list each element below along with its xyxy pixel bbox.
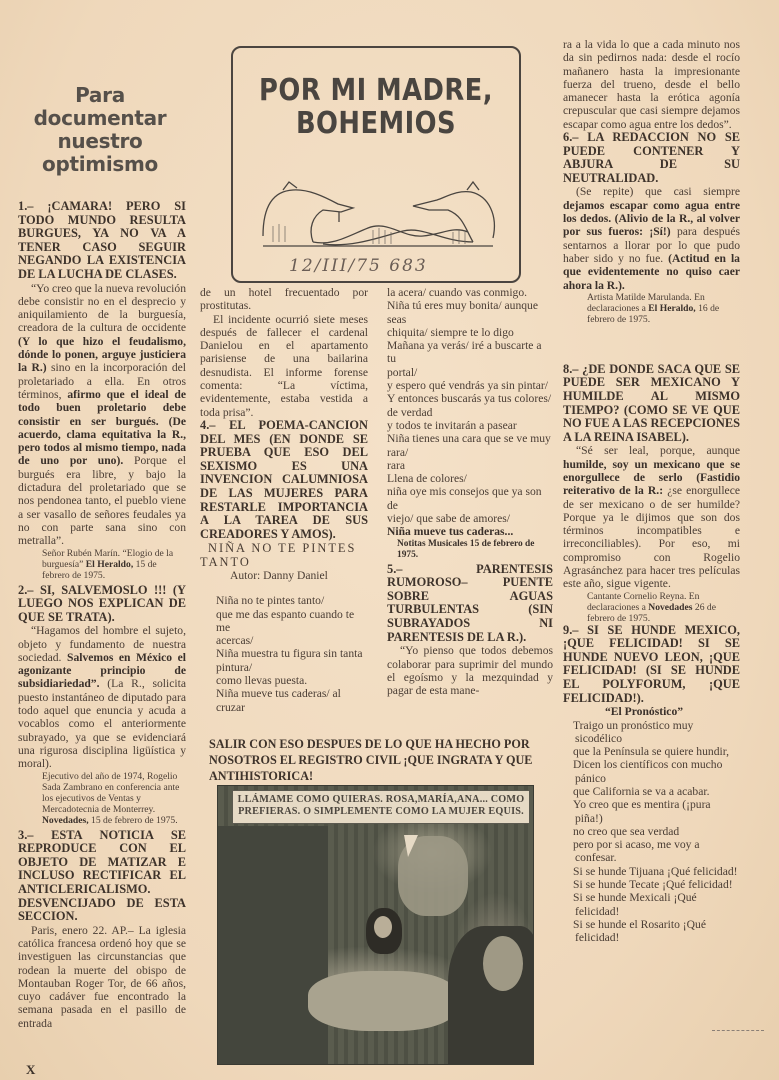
lyric-line: pintura/ <box>216 660 253 674</box>
bold-text: dejamos escapar como agua entre los dedos. (Alivio de la R., al volver por sus fueros: ¡Sí!) <box>563 198 740 239</box>
text: 15 de febrero de 1975. <box>88 814 178 826</box>
song-title: “El Pronóstico” <box>605 705 684 719</box>
section-heading: 2.– SI, SALVEMOSLO !!! (Y LUEGO NOS EXPLICAN DE QUE SE TRATA). <box>18 582 186 624</box>
text: (Se repite) que casi siempre <box>576 185 740 199</box>
song-lyrics <box>200 594 368 714</box>
bold-text: Salvemos en México el agonizante principio de subsidiariedad”. <box>18 650 186 691</box>
text: 16 de febrero de 1975. <box>587 302 720 325</box>
lyric-line: chiquita/ siempre te lo digo <box>387 325 514 339</box>
lyric-line: Si se hunde el Rosarito ¡Qué felicidad! <box>573 917 706 945</box>
lyric-line-bold: Niña mueve tus caderas... <box>387 525 514 539</box>
lyric-line: Y entonces buscarás ya tus colores/ <box>387 392 552 406</box>
page-marker: X <box>26 1062 36 1077</box>
source-citation: Notitas Musicales 15 de febrero de 1975. <box>397 538 535 560</box>
paragraph <box>18 282 186 548</box>
lyric-line: Niña mueve tus caderas/ al cruzar <box>216 687 341 714</box>
text: Porque el burgués era libre, y bajo la dictadura del proletariado que se nos pendonea tanto, el pueblo viene a ser vasallo de señores feudales ya no con parte sana sino con metralla”. <box>18 454 186 548</box>
bold-text: Novedades <box>648 601 693 613</box>
bold-text: El Heraldo, <box>648 302 696 314</box>
article-title <box>20 84 180 176</box>
song-author: Autor: Danny Daniel <box>230 568 328 582</box>
section-heading: 8.– ¿DE DONDE SACA QUE SE PUEDE SER MEXICANO Y HUMILDE AL MISMO TIEMPO? (COMO SE VE QUE NO FUE A LAS RECEPCIONES A LA REINA ISABEL). <box>563 361 740 444</box>
song-lyrics <box>387 286 553 539</box>
song-title: NIÑA NO TE PINTES TANTO <box>200 541 357 569</box>
masthead-line: BOHEMIOS <box>295 106 457 141</box>
section-heading: 1.– ¡CAMARA! PERO SI TODO MUNDO RESULTA BURGUES, YA NO VA A TENER CASO SEGUIR NEGANDO LA EXISTENCIA DE LA LUCHA DE CLASES. <box>18 199 186 281</box>
text: 15 de febrero de 1975. <box>42 558 157 581</box>
source-citation <box>18 771 186 826</box>
section-heading: 9.– SI SE HUNDE MEXICO, ¡QUE FELICIDAD! SI SE HUNDE NUEVO LEON, ¡QUE FELICIDAD! (SI SE HUNDE EL POLYFORUM, ¡QUE FELICIDAD!). <box>563 622 740 705</box>
lyric-line: Llena de colores/ <box>387 472 467 486</box>
bold-text: humilde, soy un mexicano que se enorgullece de serlo (Fastidio reiterativo de la R.: <box>563 457 740 498</box>
text: Artista Matilde Marulanda. En declaraciones a <box>587 291 705 314</box>
lyric-line: viejo/ que sabe de amores/ <box>387 512 510 526</box>
photo <box>217 785 534 1065</box>
lyric-line: que California se va a acabar. <box>573 785 710 798</box>
man-face <box>483 936 523 991</box>
paragraph <box>563 444 740 590</box>
lyric-line: Niña muestra tu figura sin tanta <box>216 647 363 661</box>
title-line: nuestro <box>57 129 143 153</box>
text: sino en la incorporación del proletariado a ella. En otros términos, <box>18 361 186 401</box>
title-line: optimismo <box>42 152 158 176</box>
text: (La R., solicita puesto instantáneo de diputado para todo aquel que enuncia y acuda a vocablos como el anteriormente subrayado, ya que se evidenciará una rigurosa disciplina ligüística y moral). <box>18 677 186 771</box>
lyric-line: Si se hunde Mexicali ¡Qué felicidad! <box>573 891 697 918</box>
bold-text: El Heraldo, <box>85 558 134 570</box>
paragraph: de un hotel frecuentado por prostitutas. <box>200 286 368 313</box>
column-2 <box>200 286 368 714</box>
section-heading: 4.– EL POEMA-CANCION DEL MES (EN DONDE SE PRUEBA QUE ESO DEL SEXISMO ES UNA INVENCION CALUMNIOSA DE LAS MUJERES PARA RESTARLE IMPORTANCIA A LA TAREA DE SUS CREADORES Y AMOS). <box>200 417 368 541</box>
text: para después sentarnos a llorar por lo que pudo haber sido y no fue. <box>563 225 740 265</box>
masthead-title <box>253 74 499 140</box>
table-shape <box>308 971 458 1031</box>
paragraph: “Yo pienso que todos debemos colaborar para suprimir del mundo el egoísmo y la mezquindad y pagar de esta mane- <box>387 644 553 698</box>
column-4 <box>563 38 740 945</box>
section-heading: 5.– PARENTESIS RUMOROSO– PUENTE SOBRE AGUAS TURBULENTAS (SIN SUBRAYADOS NI PARENTESIS DE LA R.). <box>387 561 553 644</box>
lyric-line: Niña no te pintes tanto/ <box>216 594 325 608</box>
text: Cantante Cornelio Reyna. En declaraciones a <box>587 590 700 613</box>
text: “Sé ser leal, porque, aunque <box>576 444 740 458</box>
paragraph: Paris, enero 22. AP.– La iglesia católica francesa ordenó hoy que se investiguen las circunstancias que rodean la muerte del obispo de Montauban Roger Tor, de 66 años, cuyo cadáver fue encontrado la semana pasada en el pasillo de entrada <box>18 923 186 1030</box>
text: ¿se enorgullece de ser mexicano o de ser humilde? Porque ya le dijimos que son dos términos incompatibles e irreconciliables). Por eso, mi compromiso con Rogelio Agrasánchez para hacer tres películas este año, sigue vigente. <box>563 484 740 591</box>
lyric-line: de verdad <box>387 405 433 419</box>
paragraph: ra a la vida lo que a cada minuto nos da sin pedirnos nada: desde el rocío mañanero hasta la impresionante fuerza del trueno, desde el bello amanecer hasta la erótica agonía crepuscular que casi siempre dejamos escapar como agua entre los dedos”. <box>563 38 740 131</box>
source-citation <box>563 591 740 624</box>
text: “Hagamos del hombre el sujeto, objeto y fundamento de nuestra sociedad. <box>18 624 186 664</box>
lyric-line: pero por si acaso, me voy a confesar. <box>573 838 700 865</box>
bold-text: Novedades, <box>42 814 89 826</box>
crocodiles-icon <box>253 176 503 256</box>
photo-shadow <box>218 826 328 1065</box>
lyric-line: la acera/ cuando vas conmigo. <box>387 286 528 299</box>
section-heading: 3.– ESTA NOTICIA SE REPRODUCE CON EL OBJETO DE MATIZAR E INCLUSO RECTIFICAR EL ANTICLERICALISMO. DESVENCIJADO DE ESTA SECCION. <box>18 827 186 924</box>
section-heading: 6.– LA REDACCION NO SE PUEDE CONTENER Y ABJURA DE SU NEUTRALIDAD. <box>563 130 740 185</box>
photo-headline: SALIR CON ESO DESPUES DE LO QUE HA HECHO POR NOSOTROS EL REGISTRO CIVIL ¡QUE INGRATA Y QUE ANTIHISTORICA! <box>209 737 533 783</box>
handwritten-date: 12/III/75 683 <box>289 256 428 276</box>
text: Señor Rubén Marín. “Elogio de la burguesía” <box>42 547 174 570</box>
lyric-line: Dicen los científicos con mucho pánico <box>573 758 723 785</box>
lyric-line: portal/ <box>387 365 418 379</box>
source-citation <box>18 548 186 581</box>
lyric-line: que la Península se quiere hundir, <box>573 745 730 759</box>
paragraph <box>18 624 186 770</box>
lyric-line: no creo que sea verdad <box>573 824 680 838</box>
source-citation <box>563 292 740 325</box>
lyric-line: y espero qué vendrás ya sin pintar/ <box>387 379 548 393</box>
title-line: Para <box>75 83 125 107</box>
masthead-line: POR MI MADRE, <box>259 73 493 108</box>
column-3 <box>387 286 553 697</box>
song-lyrics <box>563 719 740 945</box>
lyric-line: Mañana ya verás/ iré a buscarte a tu <box>387 339 542 366</box>
paragraph: El incidente ocurrió siete meses después de fallecer el cardenal Danielou en el apartamento parisiense de una bailarina desnudista. El informe forense comenta: “La víctima, evidentemente, estaba vestida a toda prisa”. <box>200 312 368 419</box>
lyric-line: y todos te invitarán a pasear <box>387 418 517 432</box>
lyric-line: Si se hunde Tijuana ¡Qué felicidad! <box>573 864 738 878</box>
speech-bubble: LLÁMAME COMO QUIERAS. ROSA,MARÍA,ANA... COMO PREFIERAS. O SIMPLEMENTE COMO LA MUJER EQUIS. <box>232 790 530 824</box>
lyric-line: niña oye mis consejos que ya son de <box>387 485 542 512</box>
ink-smudge <box>712 1030 764 1032</box>
lyric-line: que me das espanto cuando te me <box>216 607 355 634</box>
lyric-line: Traigo un pronóstico muy sicodélico <box>573 718 694 745</box>
woman-face <box>374 916 392 938</box>
title-line: documentar <box>33 106 167 130</box>
bold-text: (Y lo que hizo el feudalismo, dónde lo ponen, arguye justiciera la R.) <box>18 334 186 375</box>
section-masthead <box>231 46 521 283</box>
bold-text: afirmo que el ideal de todo buen proletario debe consistir en ser burgués. (De acuerdo, clama equitativa la R., pero todos al mismo tiempo, nada de uno por uno). <box>18 387 186 468</box>
lyric-line: Yo creo que es mentira (¡pura piña!) <box>573 798 711 825</box>
column-1 <box>18 200 186 1030</box>
lyric-line: como llevas puesta. <box>216 673 308 687</box>
speech-bubble-tail <box>404 835 418 857</box>
bold-text: (Actitud en la que evidentemente no quiso caer ahora la R.). <box>563 251 740 292</box>
lyric-line: acercas/ <box>216 634 254 648</box>
lyric-line: rara <box>387 458 406 472</box>
text: Ejecutivo del año de 1974, Rogelio Sada Zambrano en conferencia ante los ejecutivos de Ventas y Mercadotecnia de Monterrey. <box>42 770 180 815</box>
paragraph <box>563 185 740 291</box>
lyric-line: Niña tú eres muy bonita/ aunque seas <box>387 299 539 326</box>
lyric-line: Niña tienes una cara que se ve muy rara/ <box>387 432 551 459</box>
text: “Yo creo que la nueva revolución debe consistir no en el desprecio y aniquilamiento de la burguesía, creadora de la cultura de occidente <box>18 281 186 335</box>
text: 26 de febrero de 1975. <box>587 601 716 624</box>
lyric-line: Si se hunde Tecate ¡Qué felicidad! <box>573 878 733 892</box>
